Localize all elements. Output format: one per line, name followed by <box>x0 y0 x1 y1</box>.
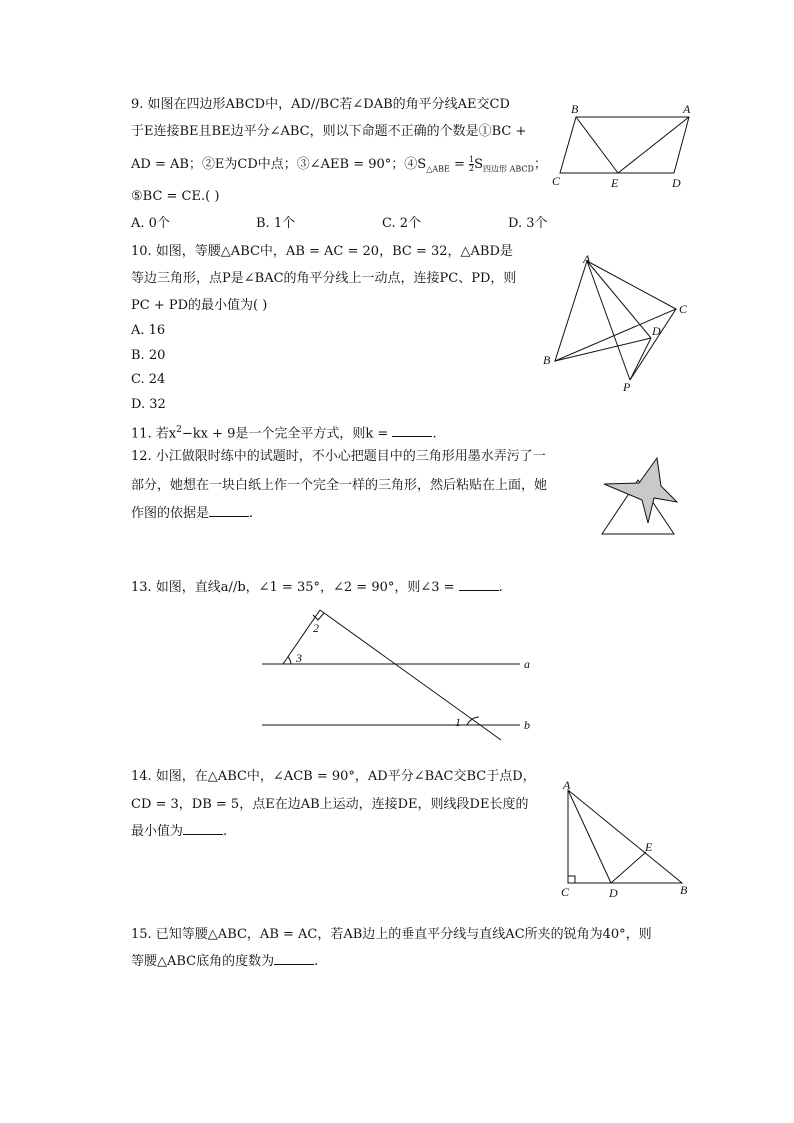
q14-line-2: CD = 3，DB = 5，点E在边AB上运动，连接DE，则线段DE长度的 <box>131 797 529 812</box>
q10-triangle-figure <box>538 250 698 400</box>
q14-line-1: 14. 如图，在△ABC中，∠ACB = 90°，AD平分∠BAC交BC于点D， <box>131 769 536 784</box>
q14-answer-blank <box>183 834 223 835</box>
q10-line-1: 10. 如图，等腰△ABC中，AB = AC = 20，BC = 32，△ABD是 <box>131 244 513 259</box>
q9-fraction: $\frac{1}{2}$ <box>469 155 475 173</box>
svg-text:a: a <box>524 657 530 671</box>
svg-text:E: E <box>611 176 619 190</box>
q9-option-c: C. 2个 <box>382 216 422 231</box>
q9-option-b: B. 1个 <box>256 216 296 231</box>
q9-option-d: D. 3个 <box>508 216 548 231</box>
q9-parallelogram-figure <box>548 98 698 194</box>
q10-option-b: B. 20 <box>131 348 166 363</box>
q10-line-3: PC + PD的最小值为( ) <box>131 298 268 313</box>
svg-text:D: D <box>609 886 618 900</box>
svg-text:B: B <box>571 102 579 116</box>
svg-text:C: C <box>552 174 561 188</box>
svg-text:B: B <box>680 883 688 897</box>
q13-line-1: 13. 如图，直线a//b，∠1 = 35°，∠2 = 90°，则∠3 = . <box>131 580 503 595</box>
svg-text:D: D <box>652 324 661 338</box>
svg-text:A: A <box>683 102 691 116</box>
q10-option-c: C. 24 <box>131 372 166 387</box>
q14-line-3: 最小值为 . <box>131 824 228 839</box>
svg-text:A: A <box>583 252 591 266</box>
q13-answer-blank <box>459 590 499 591</box>
q11-line: 11. 若$x^2-kx + 9$是一个完全平方式，则k = . <box>131 425 437 442</box>
q10-option-a: A. 16 <box>131 323 166 338</box>
q12-line-1: 12. 小江做限时练中的试题时，不小心把题目中的三角形用墨水弄污了一 <box>131 449 546 464</box>
q10-option-d: D. 32 <box>131 397 166 412</box>
q10-line-2: 等边三角形，点P是∠BAC的角平分线上一动点，连接PC、PD，则 <box>131 271 517 286</box>
svg-text:E: E <box>645 840 653 854</box>
svg-text:D: D <box>672 176 681 190</box>
svg-text:3: 3 <box>296 651 302 665</box>
svg-text:C: C <box>561 885 570 899</box>
q9-line-2: 于E连接BE且BE边平分∠ABC，则以下命题不正确的个数是①BC + <box>131 124 527 139</box>
q14-right-triangle-figure <box>556 776 696 901</box>
svg-text:A: A <box>563 778 571 792</box>
svg-text:B: B <box>543 353 551 367</box>
q13-parallel-lines-figure <box>255 600 545 745</box>
svg-text:b: b <box>524 718 530 732</box>
svg-text:C: C <box>679 302 688 316</box>
q15-answer-blank <box>274 964 314 965</box>
svg-text:1: 1 <box>455 715 461 729</box>
q11-answer-blank <box>392 436 432 437</box>
q12-line-2: 部分，她想在一块白纸上作一个完全一样的三角形，然后粘贴在上面，她 <box>131 478 548 493</box>
q15-line-2: 等腰△ABC底角的度数为 . <box>131 954 319 969</box>
q9-option-a: A. 0个 <box>131 216 170 231</box>
q12-ink-stain-figure <box>598 455 678 537</box>
q12-answer-blank <box>209 516 249 517</box>
svg-text:2: 2 <box>313 621 319 635</box>
q15-line-1: 15. 已知等腰△ABC，AB = AC，若AB边上的垂直平分线与直线AC所夹的锐角为40°，则 <box>131 927 652 942</box>
svg-text:P: P <box>623 380 631 394</box>
q9-line-1: 9. 如图在四边形ABCD中，AD//BC若∠DAB的角平分线AE交CD <box>131 97 510 112</box>
q9-line-4: ⑤BC = CE.( ) <box>131 189 220 204</box>
q12-line-3: 作图的依据是 . <box>131 506 254 521</box>
q9-line-3: AD = AB；②E为CD中点；③∠AEB = 90°；$④S_{\triangle ABE}$ = $\frac{1}{2}$ $S_{四边形 ABCD}$； <box>131 155 547 174</box>
